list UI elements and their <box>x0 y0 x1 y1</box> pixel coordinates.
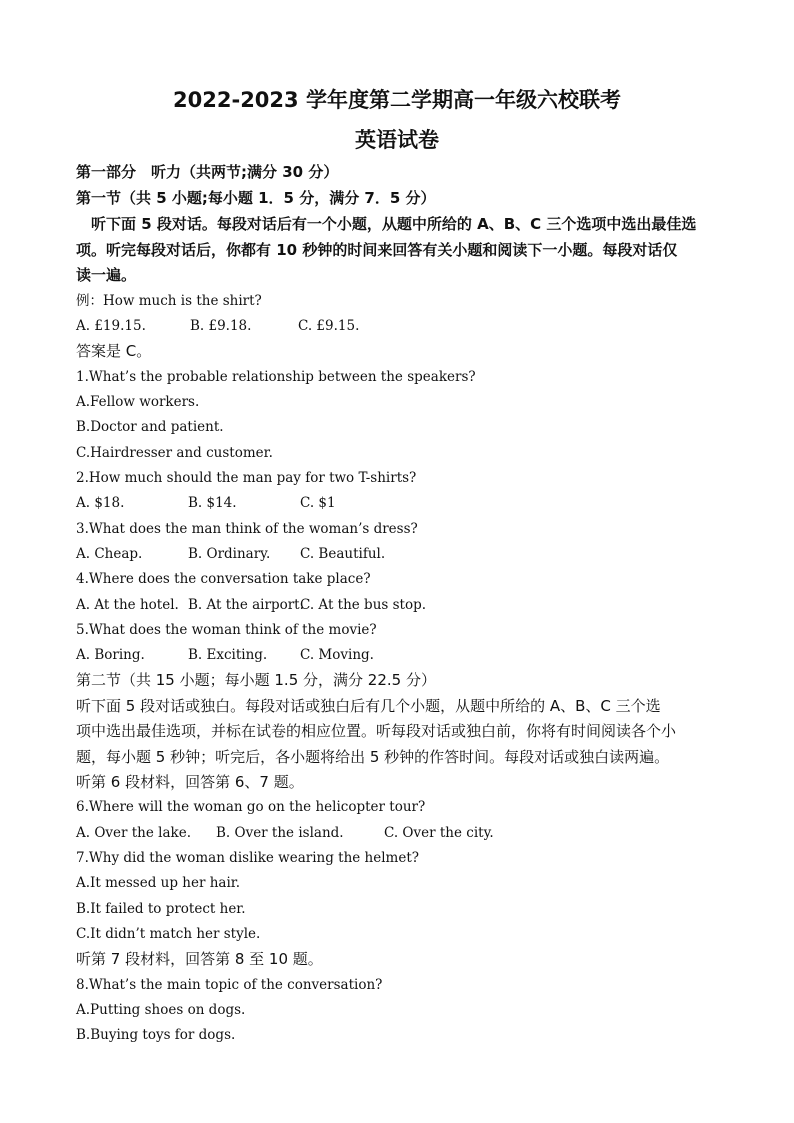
question-5: 5.What does the woman think of the movie? <box>76 622 377 638</box>
part1-heading: 第一部分 听力（共两节;满分 30 分） <box>76 163 339 181</box>
q8-option-a: A.Putting shoes on dogs. <box>76 1002 246 1018</box>
q1-option-b: B.Doctor and patient. <box>76 419 224 435</box>
q7-option-c: C.It didn’t match her style. <box>76 926 261 942</box>
section1-instruction-line: 项。听完每段对话后，你都有 10 秒钟的时间来回答有关小题和阅读下一小题。每段对话仅 <box>76 241 678 259</box>
question-4: 4.Where does the conversation take place? <box>76 571 371 587</box>
example-question: 例：How much is the shirt? <box>76 293 262 309</box>
option-b: B. Exciting. <box>188 647 268 663</box>
option-c: C. £9.15. <box>298 318 360 334</box>
question-3: 3.What does the man think of the woman’s dress? <box>76 521 418 537</box>
option-a: A. Boring. <box>76 647 145 663</box>
option-c: C. At the bus stop. <box>300 597 427 613</box>
option-b: B. Over the island. <box>216 825 344 841</box>
section1-heading: 第一节（共 5 小题;每小题 1．5 分，满分 7．5 分） <box>76 189 436 207</box>
question-2: 2.How much should the man pay for two T-shirts? <box>76 470 417 486</box>
question-8: 8.What’s the main topic of the conversation? <box>76 977 383 993</box>
option-b: B. £9.18. <box>190 318 252 334</box>
option-a: A. $18. <box>76 495 125 511</box>
passage-6-label: 听第 6 段材料，回答第 6、7 题。 <box>76 773 304 791</box>
section1-instruction-line: 读一遍。 <box>76 266 137 284</box>
example-answer: 答案是 C。 <box>76 342 152 360</box>
section2-instruction-line: 题，每小题 5 秒钟；听完后，各小题将给出 5 秒钟的作答时间。每段对话或独白读两遍。 <box>76 748 670 766</box>
section1-instruction-line: 听下面 5 段对话。每段对话后有一个小题，从题中所给的 A、B、C 三个选项中选出最佳选 <box>76 215 697 233</box>
option-a: A. Over the lake. <box>76 825 191 841</box>
option-a: A. £19.15. <box>76 318 146 334</box>
option-b: B. At the airport. <box>188 597 304 613</box>
option-c: C. $1 <box>300 495 336 511</box>
question-6: 6.Where will the woman go on the helicopter tour? <box>76 799 426 815</box>
q1-option-a: A.Fellow workers. <box>76 394 200 410</box>
q8-option-b: B.Buying toys for dogs. <box>76 1027 236 1043</box>
option-a: A. Cheap. <box>76 546 143 562</box>
section2-instruction-line: 听下面 5 段对话或独白。每段对话或独白后有几个小题，从题中所给的 A、B、C 三个选 <box>76 697 661 715</box>
passage-7-label: 听第 7 段材料，回答第 8 至 10 题。 <box>76 950 323 968</box>
section2-instruction-line: 项中选出最佳选项，并标在试卷的相应位置。听每段对话或独白前，你将有时间阅读各个小 <box>76 722 677 740</box>
option-a: A. At the hotel. <box>76 597 179 613</box>
exam-subtitle: 英语试卷 <box>355 128 439 152</box>
question-7: 7.Why did the woman dislike wearing the helmet? <box>76 850 420 866</box>
option-c: C. Moving. <box>300 647 374 663</box>
q7-option-b: B.It failed to protect her. <box>76 901 246 917</box>
option-c: C. Beautiful. <box>300 546 386 562</box>
option-b: B. $14. <box>188 495 237 511</box>
question-1: 1.What’s the probable relationship between the speakers? <box>76 369 476 385</box>
section2-heading: 第二节（共 15 小题；每小题 1.5 分，满分 22.5 分） <box>76 671 436 689</box>
q1-option-c: C.Hairdresser and customer. <box>76 445 273 461</box>
q7-option-a: A.It messed up her hair. <box>76 875 241 891</box>
exam-title: 2022-2023 学年度第二学期高一年级六校联考 <box>173 88 621 112</box>
option-b: B. Ordinary. <box>188 546 271 562</box>
option-c: C. Over the city. <box>384 825 494 841</box>
